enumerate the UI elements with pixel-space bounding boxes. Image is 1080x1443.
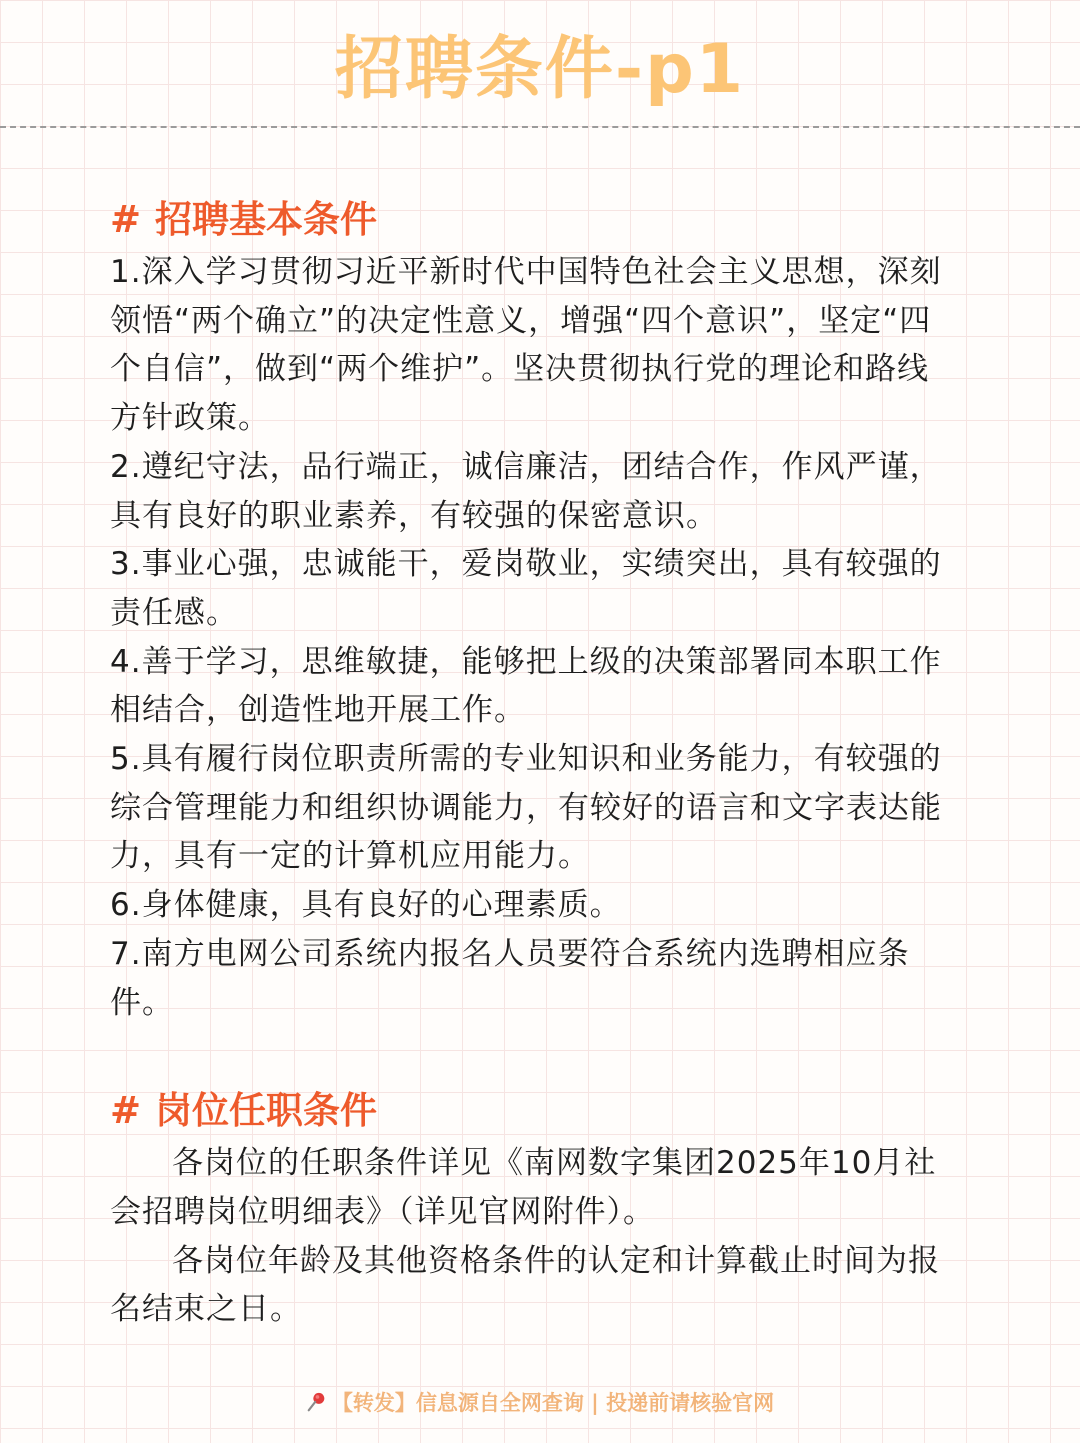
- pushpin-icon: [306, 1389, 328, 1411]
- main-content: [110, 192, 950, 1334]
- section-heading-post-text: 岗位任职条件: [155, 1089, 378, 1133]
- section-heading-post: [110, 1083, 950, 1139]
- section-heading-basic: [110, 192, 950, 248]
- section-spacer: [110, 1027, 950, 1083]
- list-item: 3.事业心强，忠诚能干，爱岗敬业，实绩突出，具有较强的责任感。: [110, 546, 942, 631]
- title-divider: [0, 126, 1080, 128]
- footer-note: [0, 1386, 1080, 1420]
- list-item: 1.深入学习贯彻习近平新时代中国特色社会主义思想，深刻领悟“两个确立”的决定性意义，增强“四个意识”，坚定“四个自信”，做到“两个维护”。坚决贯彻执行党的理论和路线方针政策。: [110, 254, 942, 437]
- list-item: 7.南方电网公司系统内报名人员要符合系统内选聘相应条件。: [110, 935, 910, 1021]
- post-paragraph: 各岗位年龄及其他资格条件的认定和计算截止时间为报名结束之日。: [110, 1242, 940, 1328]
- list-item: 6.身体健康，具有良好的心理素质。: [110, 887, 622, 924]
- list-item: 4.善于学习，思维敏捷，能够把上级的决策部署同本职工作相结合，创造性地开展工作。: [110, 643, 942, 729]
- hash-mark: #: [110, 198, 142, 241]
- hash-mark: #: [110, 1089, 142, 1133]
- page-title: 招聘条件-p1: [334, 30, 746, 109]
- list-item: 5.具有履行岗位职责所需的专业知识和业务能力，有较强的综合管理能力和组织协调能力，有较好的语言和文字表达能力，具有一定的计算机应用能力。: [110, 741, 942, 875]
- basic-conditions-list: [110, 248, 950, 1027]
- footer-text: 【转发】信息源自全网查询 | 投递前请核验官网: [331, 1391, 775, 1415]
- post-paragraph: 各岗位的任职条件详见《南网数字集团2025年10月社会招聘岗位明细表》（详见官网附件）。: [110, 1145, 937, 1230]
- section-heading-basic-text: 招聘基本条件: [155, 198, 378, 241]
- list-item: 2.遵纪守法，品行端正，诚信廉洁，团结合作，作风严谨，具有良好的职业素养，有较强的保密意识。: [110, 448, 942, 534]
